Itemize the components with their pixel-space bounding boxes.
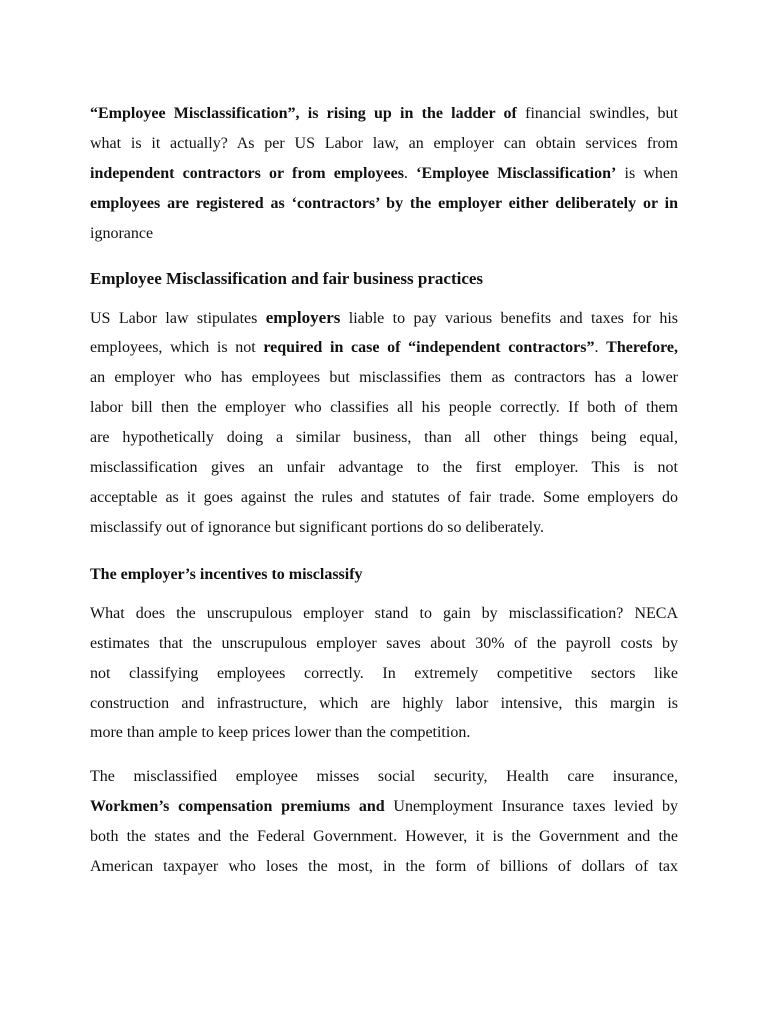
bold-text: independent contractors or from employees [90,164,404,182]
text-span: employees, which is not [90,339,264,357]
bold-text: ‘Employee Misclassification’ [416,164,617,182]
paragraph-incentives [90,599,678,749]
bold-text: required in case of “independent contractors” [263,339,595,357]
document-page [90,99,678,882]
bold-text: employers [265,307,341,327]
text-line: not classifying employees correctly. In extremely competitive sectors like [90,664,678,682]
text-line: acceptable as it goes against the rules and statutes of fair trade. Some employers do [90,488,678,506]
text-line [90,333,678,363]
bold-text: “Employee Misclassification”, is rising up in the ladder of [90,105,517,122]
text-span: US Labor law stipulates [90,309,266,327]
text-line: both the states and the Federal Government. However, it is the Government and the [90,828,678,846]
text-line: What does the unscrupulous employer stand to gain by misclassification? NECA [90,604,678,622]
text-line [90,792,678,822]
section-heading: The employer’s incentives to misclassify [90,565,363,583]
paragraph-intro [90,99,678,249]
paragraph-employee-losses [90,762,678,882]
paragraph-fair-practices [90,303,678,543]
text-line: misclassify out of ignorance but significant portions do so deliberately. [90,518,544,536]
text-span: . [594,339,607,357]
text-span: liable to pay various benefits and taxes for his [340,309,679,327]
text-line: American taxpayer who loses the most, in the form of billions of dollars of tax [90,858,678,876]
text-line: labor bill then the employer who classifies all his people correctly. If both of them [90,399,678,417]
text-line: are hypothetically doing a similar business, than all other things being equal, [90,429,678,447]
text-span: Unemployment Insurance taxes levied by [384,798,678,816]
text-span: . [403,164,417,182]
text-line: The misclassified employee misses social security, Health care insurance, [90,768,678,786]
text-line [90,159,678,189]
text-line: an employer who has employees but misclassifies them as contractors has a lower [90,369,678,387]
text-line: ignorance [90,224,154,242]
text-line: more than ample to keep prices lower than the competition. [90,724,471,742]
text-line: employees are registered as ‘contractors’ by the employer either deliberately or in [90,194,678,212]
text-line: estimates that the unscrupulous employer saves about 30% of the payroll costs by [90,634,678,652]
text-span: financial swindles, but [516,105,678,122]
text-line [90,303,678,334]
bold-text: Workmen’s compensation premiums and [90,798,385,816]
text-line: construction and infrastructure, which are highly labor intensive, this margin is [90,694,678,712]
section-heading: Employee Misclassification and fair business practices [90,268,484,288]
text-line [90,99,678,129]
text-span: is when [616,164,679,182]
bold-text: Therefore, [606,339,678,357]
text-line: misclassification gives an unfair advantage to the first employer. This is not [90,459,678,477]
text-line: what is it actually? As per US Labor law, an employer can obtain services from [90,134,678,152]
